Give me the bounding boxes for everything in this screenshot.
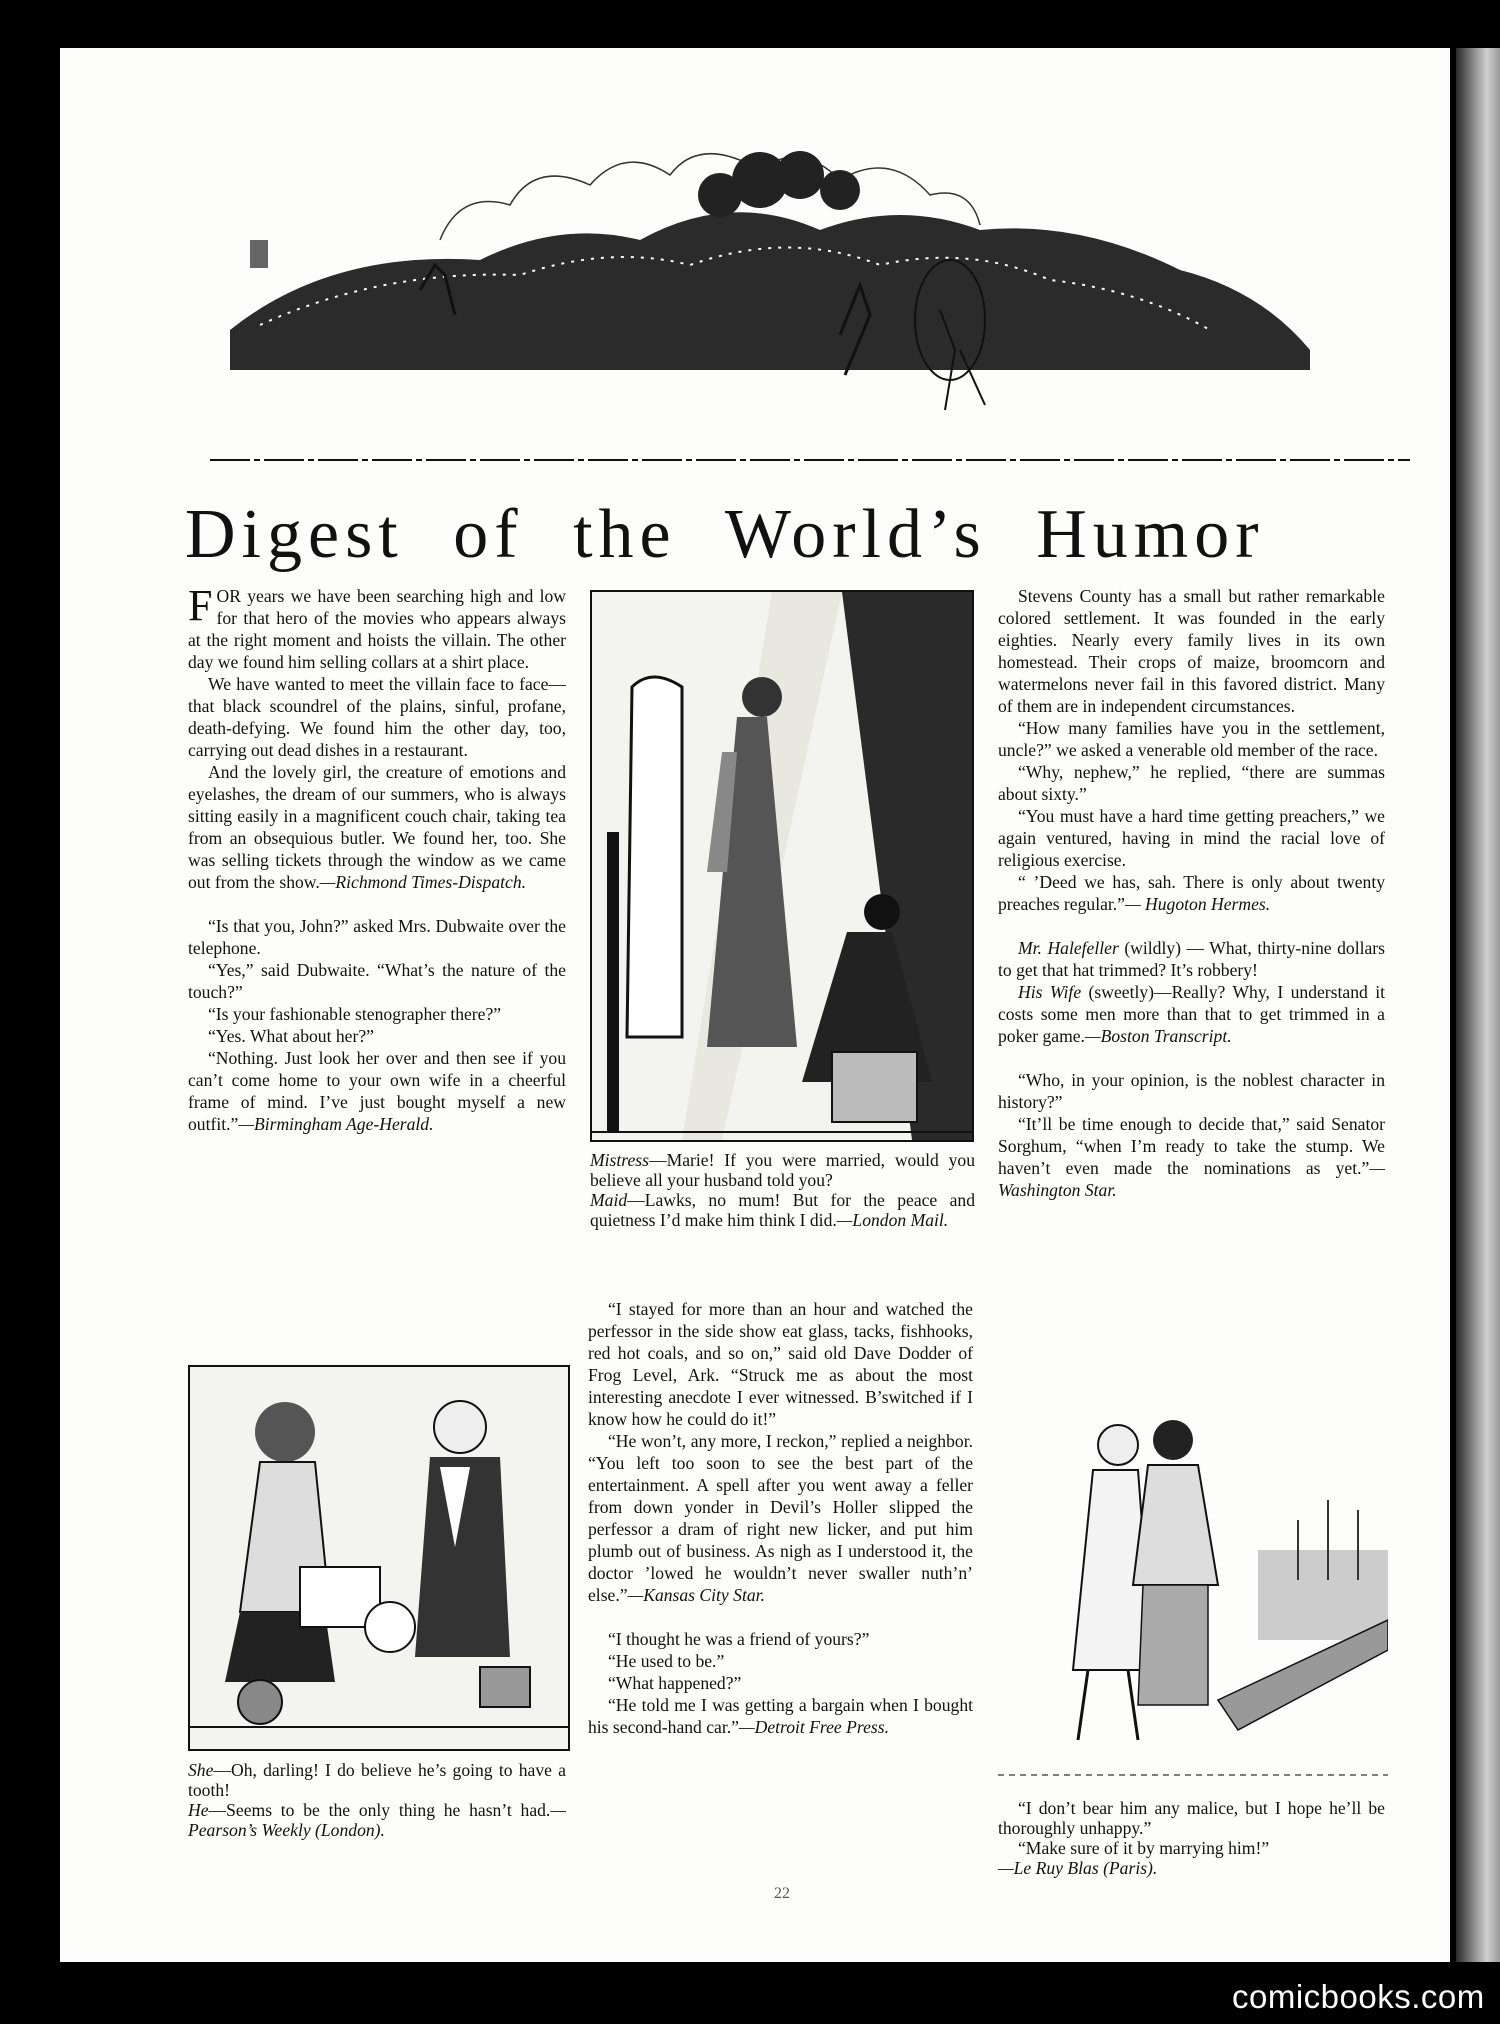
- paragraph: Stevens County has a small but rather remarkable colored settlement. It was founded in the early eighties. Nearly every family lives in its own homestead. Their crops of maize, broomcorn and watermelons never fail in this favored district. Many of them are in independent circumstances.: [998, 586, 1385, 716]
- paragraph: “He told me I was getting a bargain when I bought his second-hand car.”: [588, 1695, 973, 1737]
- caption-mirror: [590, 1150, 975, 1230]
- baby-toys-illustration: [188, 1365, 570, 1751]
- source-credit: —Le Ruy Blas (Paris).: [998, 1858, 1158, 1878]
- paragraph: “Is that you, John?” asked Mrs. Dubwaite over the telephone.: [188, 916, 566, 958]
- source-credit: —Pearson’s Weekly (London).: [188, 1800, 566, 1840]
- caption-text: —Marie! If you were married, would you believe all your husband told you?: [590, 1150, 975, 1190]
- paragraph: “ ’Deed we has, sah. There is only about twenty preaches regular.”: [998, 872, 1385, 914]
- speaker-label: She: [188, 1760, 214, 1780]
- page-title: Digest of the World’s Humor: [185, 496, 1265, 573]
- paragraph: “Yes,” said Dubwaite. “What’s the nature of the touch?”: [188, 960, 566, 1002]
- column-3: [998, 585, 1385, 1201]
- source-credit: —Boston Transcript.: [1084, 1026, 1232, 1046]
- paragraph: “Why, nephew,” he replied, “there are summas about sixty.”: [998, 762, 1385, 804]
- couple-illustration: [998, 1400, 1388, 1790]
- caption-text: —Seems to be the only thing he hasn’t had.: [208, 1800, 551, 1820]
- paragraph: “Is your fashionable stenographer there?”: [208, 1004, 502, 1024]
- source-credit: —Birmingham Age-Herald.: [238, 1114, 434, 1134]
- paragraph: “What happened?”: [608, 1673, 742, 1693]
- column-1: [188, 581, 566, 1135]
- mirror-illustration: [590, 590, 974, 1142]
- caption-text: “I don’t bear him any malice, but I hope he’ll be thoroughly unhappy.”: [998, 1798, 1385, 1838]
- caption-text: —Lawks, no mum! But for the peace and quietness I’d make him think I did.: [590, 1190, 975, 1230]
- speaker-label: He: [188, 1800, 209, 1820]
- paragraph: “You must have a hard time getting preachers,” we again ventured, having in mind the racial love of religious exercise.: [998, 806, 1385, 870]
- speaker-label: Mr. Halefeller: [1018, 938, 1119, 958]
- paragraph: “I stayed for more than an hour and watched the perfessor in the side show eat glass, tacks, fishhooks, red hot coals, and so on,” said old Dave Dodder of Frog Level, Ark. “Struck me as about the most interesting anecdote I ever witnessed. B’switched if I know how he could do it!”: [588, 1299, 973, 1429]
- paragraph: “Nothing. Just look her over and then see if you can’t come home to your own wife in a cheerful frame of mind. I’ve just bought myself a new outfit.”: [188, 1048, 566, 1134]
- speaker-label: Mistress: [590, 1150, 649, 1170]
- paragraph: (wildly) — What, thirty-nine dollars to get that hat trimmed? It’s robbery!: [998, 938, 1385, 980]
- source-credit: —Detroit Free Press.: [738, 1717, 889, 1737]
- source-credit: —Kansas City Star.: [627, 1585, 765, 1605]
- column-2: [588, 1298, 973, 1738]
- paragraph: “Yes. What about her?”: [208, 1026, 374, 1046]
- watermark: comicbooks.com: [1232, 1978, 1485, 2015]
- header-illustration: [200, 120, 1410, 470]
- page-number: 22: [774, 1885, 790, 1902]
- caption-text: —Oh, darling! I do believe he’s going to have a tooth!: [188, 1760, 566, 1800]
- caption-baby: [188, 1760, 566, 1840]
- caption-couple: [998, 1798, 1385, 1878]
- drop-cap: F: [188, 581, 213, 630]
- paragraph: “It’ll be time enough to decide that,” said Senator Sorghum, “when I’m ready to take the stump. We haven’t even made the nominations as yet.”: [998, 1114, 1385, 1178]
- source-credit: —Richmond Times-Dispatch.: [319, 872, 527, 892]
- paragraph: And the lovely girl, the creature of emotions and eyelashes, the dream of our summers, who is always sitting easily in a magnificent couch chair, taking tea from an obsequious butler. We found her, too. She was selling tickets through the window as we came out from the show.: [188, 762, 566, 892]
- paragraph: “Who, in your opinion, is the noblest character in history?”: [998, 1070, 1385, 1112]
- source-credit: — Hugoton Hermes.: [1125, 894, 1271, 914]
- source-credit: —London Mail.: [836, 1210, 949, 1230]
- adjacent-page-edge: [1456, 48, 1500, 1962]
- paragraph: We have wanted to meet the villain face to face—that black scoundrel of the plains, sinful, profane, death-defying. We found him the other day, too, carrying out dead dishes in a restaurant.: [188, 674, 566, 760]
- paragraph: “He won’t, any more, I reckon,” replied a neighbor. “You left too soon to see the best part of the entertainment. A spell after you went away a feller from down yonder in Devil’s Holler slipped the perfessor a dram of right new licker, and put him plumb out of business. As nigh as I understood it, the doctor ’lowed he wouldn’t never swaller nuth’n’ else.”: [588, 1431, 973, 1605]
- paragraph: (sweetly)—Really? Why, I understand it costs some men more than that to get trimmed in a poker game.: [998, 982, 1385, 1046]
- paragraph: OR years we have been searching high and low for that hero of the movies who appears always at the right moment and hoists the villain. The other day we found him selling collars at a shirt place.: [188, 586, 566, 672]
- caption-text: “Make sure of it by marrying him!”: [1018, 1838, 1270, 1858]
- paragraph: “How many families have you in the settlement, uncle?” we asked a venerable old member of the race.: [998, 718, 1385, 760]
- paragraph: “He used to be.”: [608, 1651, 725, 1671]
- speaker-label: Maid: [590, 1190, 628, 1210]
- source-credit: —Washington Star.: [998, 1158, 1385, 1200]
- speaker-label: His Wife: [1018, 982, 1082, 1002]
- paragraph: “I thought he was a friend of yours?”: [608, 1629, 870, 1649]
